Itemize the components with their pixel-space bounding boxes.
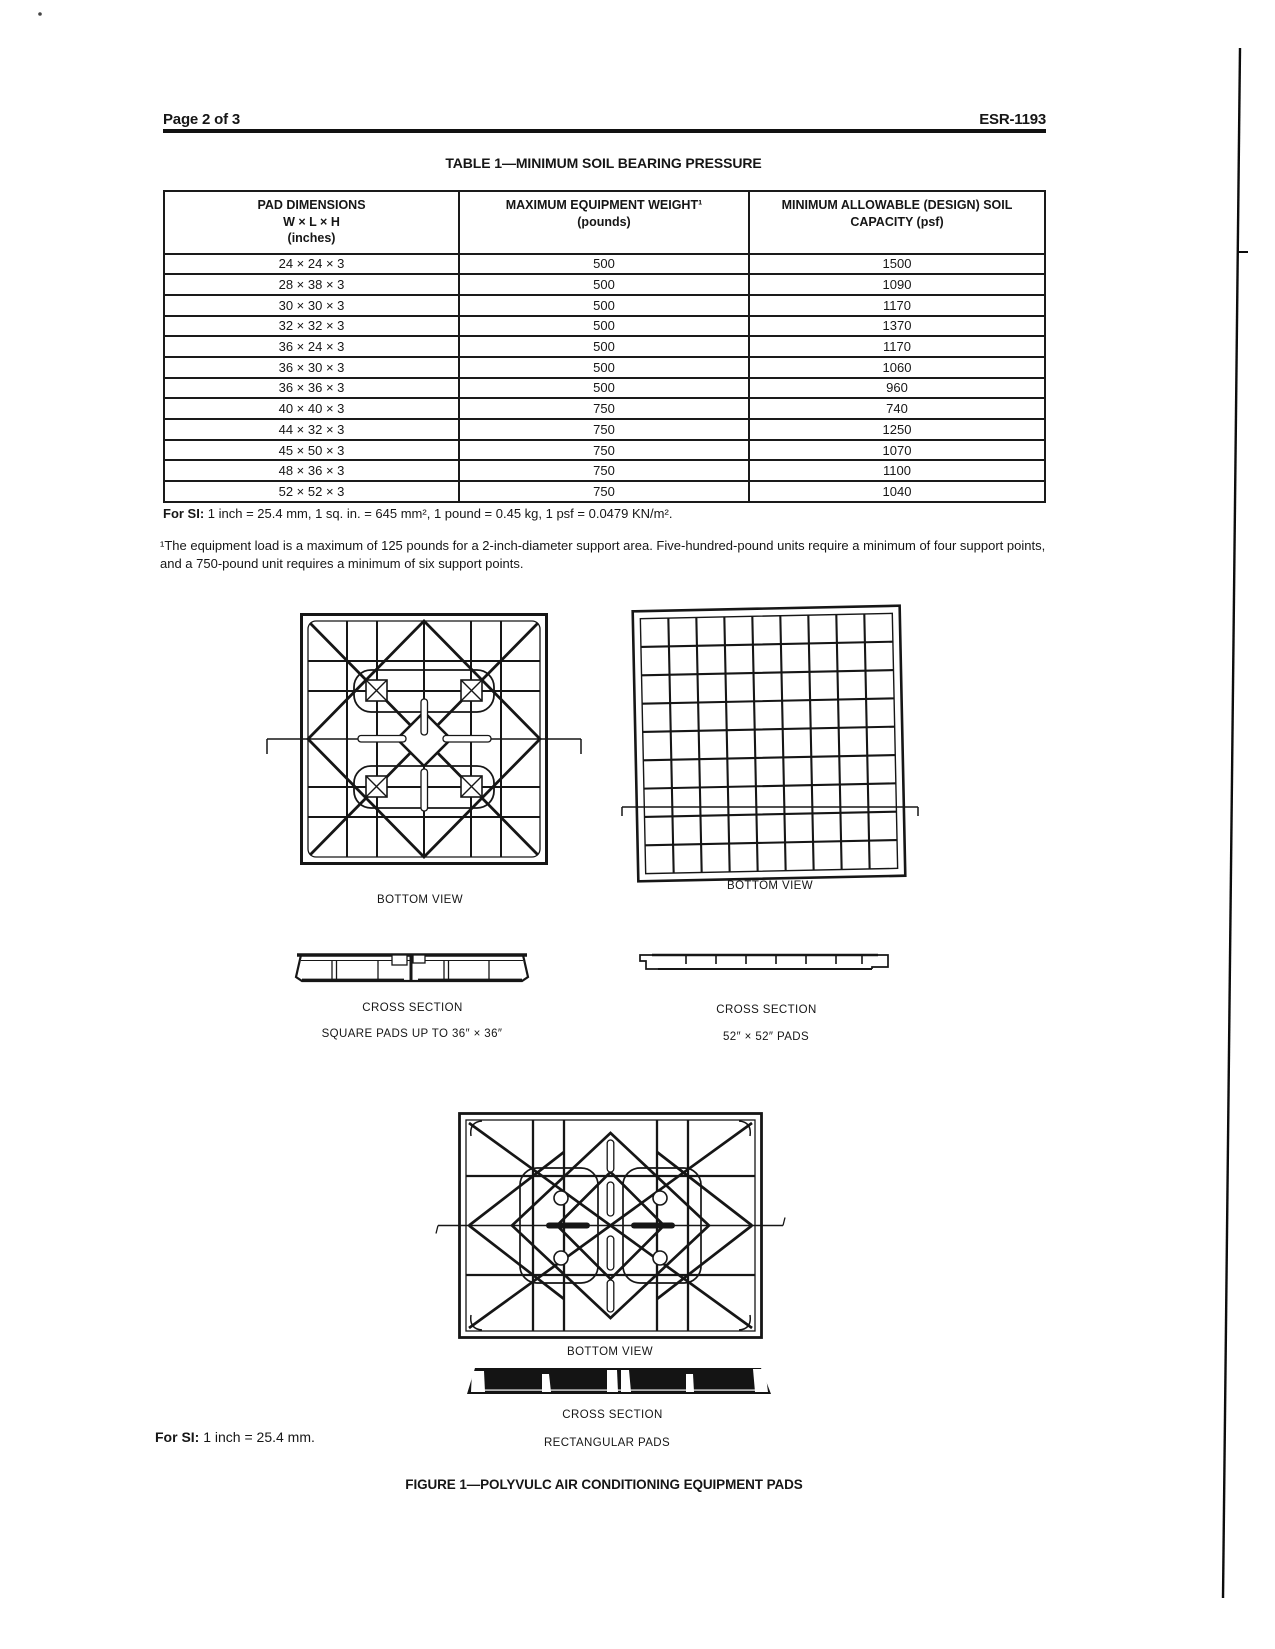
table-cell: 1170 bbox=[749, 295, 1045, 316]
table-cell: 44 × 32 × 3 bbox=[164, 419, 459, 440]
table-body bbox=[164, 254, 1045, 502]
square-pad-bottom-view-label: BOTTOM VIEW bbox=[377, 894, 463, 906]
figure-caption: FIGURE 1—POLYVULC AIR CONDITIONING EQUIPMENT PADS bbox=[405, 1477, 803, 1492]
si-label: For SI: bbox=[163, 506, 205, 521]
table-cell: 750 bbox=[459, 481, 749, 502]
table-row bbox=[164, 316, 1045, 337]
table-cell: 500 bbox=[459, 274, 749, 295]
large-pad-caption: 52″ × 52″ PADS bbox=[722, 1031, 810, 1043]
table-cell: 24 × 24 × 3 bbox=[164, 254, 459, 275]
table-cell: 36 × 30 × 3 bbox=[164, 357, 459, 378]
table-cell: 750 bbox=[459, 419, 749, 440]
table-cell: 1100 bbox=[749, 460, 1045, 481]
table-cell: 1250 bbox=[749, 419, 1045, 440]
large-pad-cross-section-label: CROSS SECTION bbox=[716, 1004, 817, 1016]
table-row bbox=[164, 274, 1045, 295]
table-cell: 960 bbox=[749, 378, 1045, 399]
rectangular-pad-cross-section-diagram bbox=[464, 1366, 776, 1398]
table-row bbox=[164, 398, 1045, 419]
table-cell: 1060 bbox=[749, 357, 1045, 378]
rectangular-pad-bottom-view-diagram bbox=[434, 1112, 788, 1344]
table-cell: 1090 bbox=[749, 274, 1045, 295]
table-cell: 28 × 38 × 3 bbox=[164, 274, 459, 295]
table-cell: 1070 bbox=[749, 440, 1045, 461]
table-cell: 500 bbox=[459, 295, 749, 316]
table-cell: 500 bbox=[459, 336, 749, 357]
table-cell: 52 × 52 × 3 bbox=[164, 481, 459, 502]
table-row bbox=[164, 295, 1045, 316]
table-cell: 740 bbox=[749, 398, 1045, 419]
table-row bbox=[164, 460, 1045, 481]
table-cell: 500 bbox=[459, 316, 749, 337]
table-footnote: ¹The equipment load is a maximum of 125 pounds for a 2-inch-diameter support area. Five-hundred-pound units require a minimum of four support points, and a 750-pound unit requires a minimum of six support points. bbox=[160, 538, 1046, 571]
figure-si-note bbox=[155, 1429, 315, 1445]
large-pad-bottom-view-diagram bbox=[618, 607, 920, 885]
large-pad-cross-section-diagram bbox=[632, 946, 894, 982]
figure-si-label: For SI: bbox=[155, 1429, 200, 1445]
report-number: ESR-1193 bbox=[979, 111, 1046, 128]
table-cell: 48 × 36 × 3 bbox=[164, 460, 459, 481]
column-header: MINIMUM ALLOWABLE (DESIGN) SOIL CAPACITY (psf) bbox=[749, 191, 1045, 254]
large-pad-bottom-view-label: BOTTOM VIEW bbox=[727, 880, 813, 892]
table-cell: 750 bbox=[459, 398, 749, 419]
column-header: PAD DIMENSIONS W × L × H (inches) bbox=[164, 191, 459, 254]
table-row bbox=[164, 440, 1045, 461]
table-cell: 36 × 24 × 3 bbox=[164, 336, 459, 357]
square-pad-bottom-view-diagram bbox=[263, 613, 585, 871]
table-cell: 1170 bbox=[749, 336, 1045, 357]
square-pad-cross-section-diagram bbox=[292, 948, 532, 988]
table-cell: 30 × 30 × 3 bbox=[164, 295, 459, 316]
table-cell: 500 bbox=[459, 378, 749, 399]
table-cell: 500 bbox=[459, 254, 749, 275]
table-header-row bbox=[164, 191, 1045, 254]
square-pad-caption: SQUARE PADS UP TO 36″ × 36″ bbox=[321, 1028, 503, 1040]
square-pad-cross-section-label: CROSS SECTION bbox=[362, 1002, 463, 1014]
table-cell: 1040 bbox=[749, 481, 1045, 502]
table-cell: 750 bbox=[459, 460, 749, 481]
table-row bbox=[164, 481, 1045, 502]
soil-bearing-table bbox=[163, 190, 1046, 503]
table-row bbox=[164, 378, 1045, 399]
table-cell: 1370 bbox=[749, 316, 1045, 337]
table-cell: 500 bbox=[459, 357, 749, 378]
table-cell: 32 × 32 × 3 bbox=[164, 316, 459, 337]
table-title: TABLE 1—MINIMUM SOIL BEARING PRESSURE bbox=[445, 155, 762, 171]
table-cell: 40 × 40 × 3 bbox=[164, 398, 459, 419]
table-cell: 750 bbox=[459, 440, 749, 461]
rectangular-pad-cross-section-label: CROSS SECTION bbox=[562, 1409, 663, 1421]
table-row bbox=[164, 419, 1045, 440]
header-rule bbox=[163, 129, 1046, 133]
table-si-note bbox=[163, 506, 1053, 521]
rectangular-pad-bottom-view-label: BOTTOM VIEW bbox=[567, 1346, 653, 1358]
table-row bbox=[164, 254, 1045, 275]
rectangular-pad-caption: RECTANGULAR PADS bbox=[543, 1437, 671, 1449]
table-row bbox=[164, 336, 1045, 357]
table-cell: 36 × 36 × 3 bbox=[164, 378, 459, 399]
si-text: 1 inch = 25.4 mm, 1 sq. in. = 645 mm², 1 pound = 0.45 kg, 1 psf = 0.0479 KN/m². bbox=[204, 506, 673, 521]
table-cell: 1500 bbox=[749, 254, 1045, 275]
table-cell: 45 × 50 × 3 bbox=[164, 440, 459, 461]
figure-si-text: 1 inch = 25.4 mm. bbox=[199, 1429, 315, 1445]
column-header: MAXIMUM EQUIPMENT WEIGHT¹ (pounds) bbox=[459, 191, 749, 254]
table-row bbox=[164, 357, 1045, 378]
page-number-label: Page 2 of 3 bbox=[163, 111, 240, 128]
